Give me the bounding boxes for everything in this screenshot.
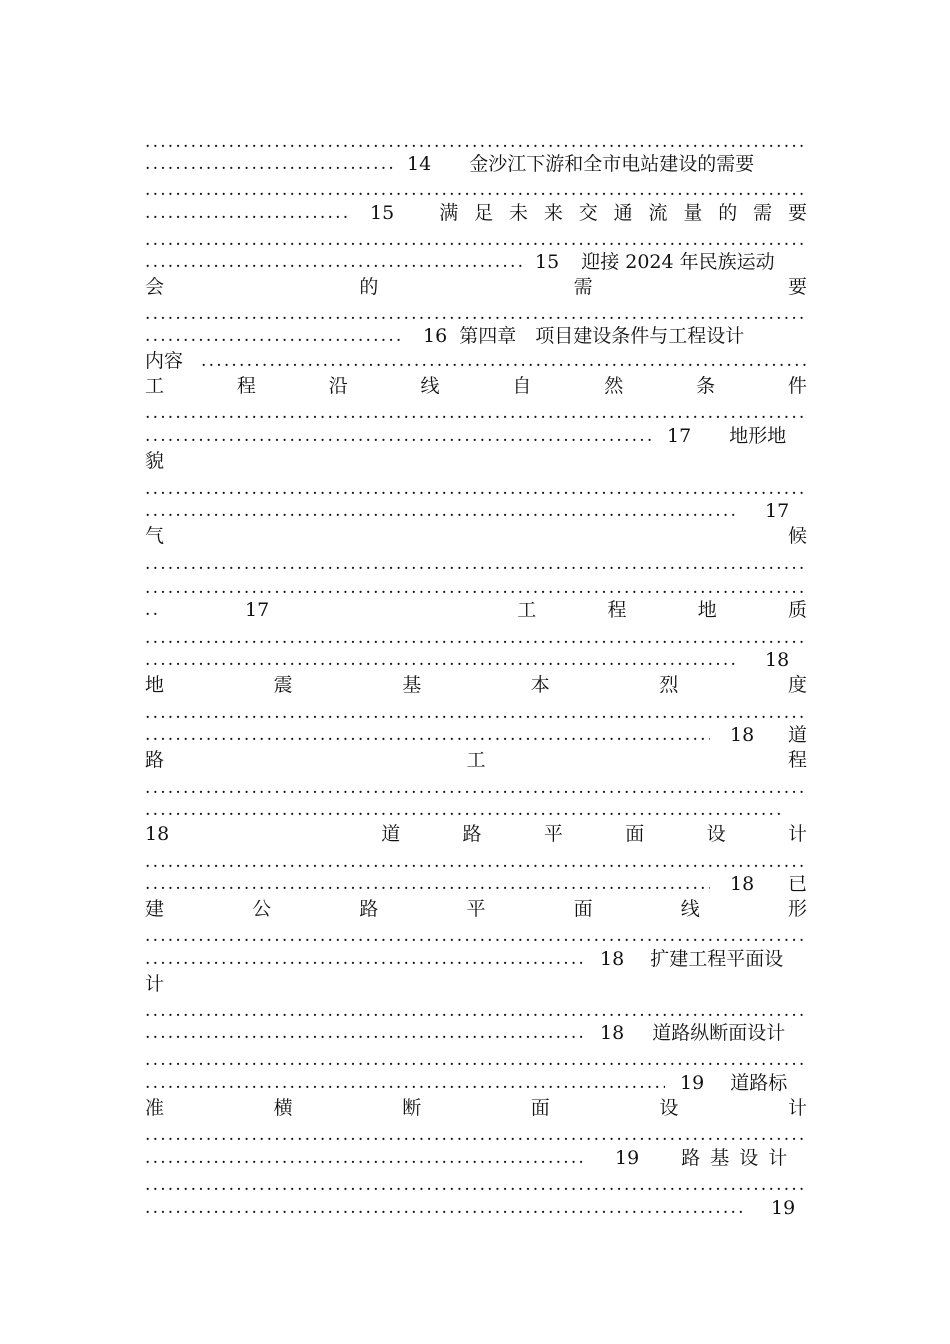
page-number: 15 — [370, 202, 395, 224]
toc-entry[interactable] — [145, 1021, 807, 1045]
toc-leader-row — [145, 999, 807, 1023]
entry-title: 扩建工程平面设 — [650, 948, 784, 970]
entry-title: 已 — [787, 873, 807, 895]
toc-leader-row — [145, 401, 807, 425]
leader-dots — [145, 648, 735, 672]
toc-entry[interactable] — [145, 648, 807, 672]
page-number: 17 — [765, 500, 790, 522]
toc-leader-row — [145, 776, 807, 800]
toc-leader-row — [145, 1048, 807, 1072]
toc-leader-row — [145, 228, 807, 252]
leader-dots — [145, 924, 807, 948]
leader-dots — [145, 1146, 585, 1170]
page-number: 17 — [667, 425, 692, 447]
toc-leader-row — [145, 178, 807, 202]
toc-leader-row — [145, 850, 807, 874]
leader-dots — [145, 178, 807, 202]
page-number: 17 — [245, 599, 270, 621]
toc-entry-continued: 路 工 程 — [145, 749, 807, 771]
entry-title: 地形地 — [729, 425, 787, 447]
entry-title: 道路标 — [730, 1072, 788, 1094]
toc-entry[interactable] — [145, 598, 807, 622]
page-number: 18 — [600, 948, 625, 970]
leader-dots — [145, 401, 807, 425]
leader-dots — [201, 349, 807, 373]
toc-entry-continued: 貌 — [145, 450, 165, 472]
toc-entry[interactable] — [145, 723, 807, 747]
entry-title: 第四章 项目建设条件与工程设计 — [459, 325, 745, 347]
leader-dots — [145, 1048, 807, 1072]
toc-leader-row — [145, 798, 807, 822]
entry-title: 道 — [787, 724, 807, 746]
toc-leader-row — [145, 1173, 807, 1197]
toc-entry[interactable] — [145, 324, 807, 348]
toc-entry-continued: 计 — [145, 973, 165, 995]
leader-dots — [145, 947, 585, 971]
leader-dots — [145, 552, 807, 576]
entry-title: 路 基 设 计 — [681, 1147, 790, 1169]
entry-title: 内容 — [145, 350, 184, 372]
toc-leader-row — [145, 477, 807, 501]
entry-title: 迎接 2024 年民族运动 — [581, 251, 775, 273]
entry-title: 道路纵断面设计 — [652, 1022, 786, 1044]
toc-entry[interactable] — [145, 349, 807, 373]
entry-title: 工 程 地 质 — [517, 599, 807, 621]
leader-dots — [145, 872, 710, 896]
leader-dots — [145, 130, 807, 154]
leader-dots — [145, 598, 159, 622]
entry-title: 金沙江下游和全市电站建设的需要 — [469, 153, 755, 175]
leader-dots — [145, 228, 807, 252]
leader-dots — [145, 776, 807, 800]
page-number: 15 — [535, 251, 560, 273]
toc-leader-row — [145, 302, 807, 326]
leader-dots — [145, 152, 395, 176]
toc-leader-row — [145, 552, 807, 576]
page-number: 18 — [730, 873, 755, 895]
toc-entry[interactable] — [145, 201, 807, 225]
page-number: 18 — [765, 649, 790, 671]
page-number: 18 — [145, 823, 170, 845]
entry-title: 道 路 平 面 设 计 — [381, 823, 807, 845]
leader-dots — [145, 701, 807, 725]
leader-dots — [145, 1173, 807, 1197]
toc-entry[interactable] — [145, 947, 807, 971]
page-number: 16 — [423, 325, 448, 347]
leader-dots — [145, 250, 525, 274]
toc-entry[interactable] — [145, 152, 807, 176]
toc-leader-row — [145, 576, 807, 600]
leader-dots — [145, 424, 655, 448]
leader-dots — [145, 576, 807, 600]
toc-entry[interactable]: 地 震 基 本 烈 度 — [145, 674, 807, 696]
leader-dots — [145, 1196, 743, 1220]
page-number: 18 — [730, 724, 755, 746]
toc-leader-row — [145, 701, 807, 725]
toc-entry[interactable] — [145, 872, 807, 896]
toc-entry[interactable]: 气 候 — [145, 525, 807, 547]
toc-entry[interactable] — [145, 250, 807, 274]
toc-entry[interactable] — [145, 822, 807, 846]
leader-dots — [145, 302, 807, 326]
leader-dots — [145, 477, 807, 501]
leader-dots — [145, 1071, 665, 1095]
page-number: 19 — [771, 1197, 796, 1219]
toc-leader-row — [145, 1123, 807, 1147]
toc-entry-continued: 会 的 需 要 — [145, 276, 807, 298]
page-number: 19 — [615, 1147, 640, 1169]
toc-entry[interactable] — [145, 1146, 807, 1170]
toc-entry-continued: 准 横 断 面 设 计 — [145, 1097, 807, 1119]
page-number: 18 — [600, 1022, 625, 1044]
leader-dots — [145, 850, 807, 874]
leader-dots — [145, 499, 735, 523]
leader-dots — [145, 798, 785, 822]
toc-entry[interactable] — [145, 424, 807, 448]
toc-leader-row — [145, 626, 807, 650]
toc-entry-continued: 建 公 路 平 面 线 形 — [145, 898, 807, 920]
toc-leader-row — [145, 130, 807, 154]
entry-title: 满 足 未 来 交 通 流 量 的 需 要 — [439, 202, 807, 224]
leader-dots — [145, 201, 350, 225]
leader-dots — [145, 324, 403, 348]
leader-dots — [145, 626, 807, 650]
toc-leader-row — [145, 924, 807, 948]
page-number: 14 — [407, 153, 432, 175]
toc-entry[interactable] — [145, 1071, 807, 1095]
page-number: 19 — [680, 1072, 705, 1094]
leader-dots — [145, 1021, 585, 1045]
leader-dots — [145, 999, 807, 1023]
leader-dots — [145, 723, 710, 747]
leader-dots — [145, 1123, 807, 1147]
toc-entry[interactable] — [145, 499, 807, 523]
toc-entry[interactable]: 工 程 沿 线 自 然 条 件 — [145, 375, 807, 397]
toc-entry[interactable] — [145, 1196, 807, 1220]
